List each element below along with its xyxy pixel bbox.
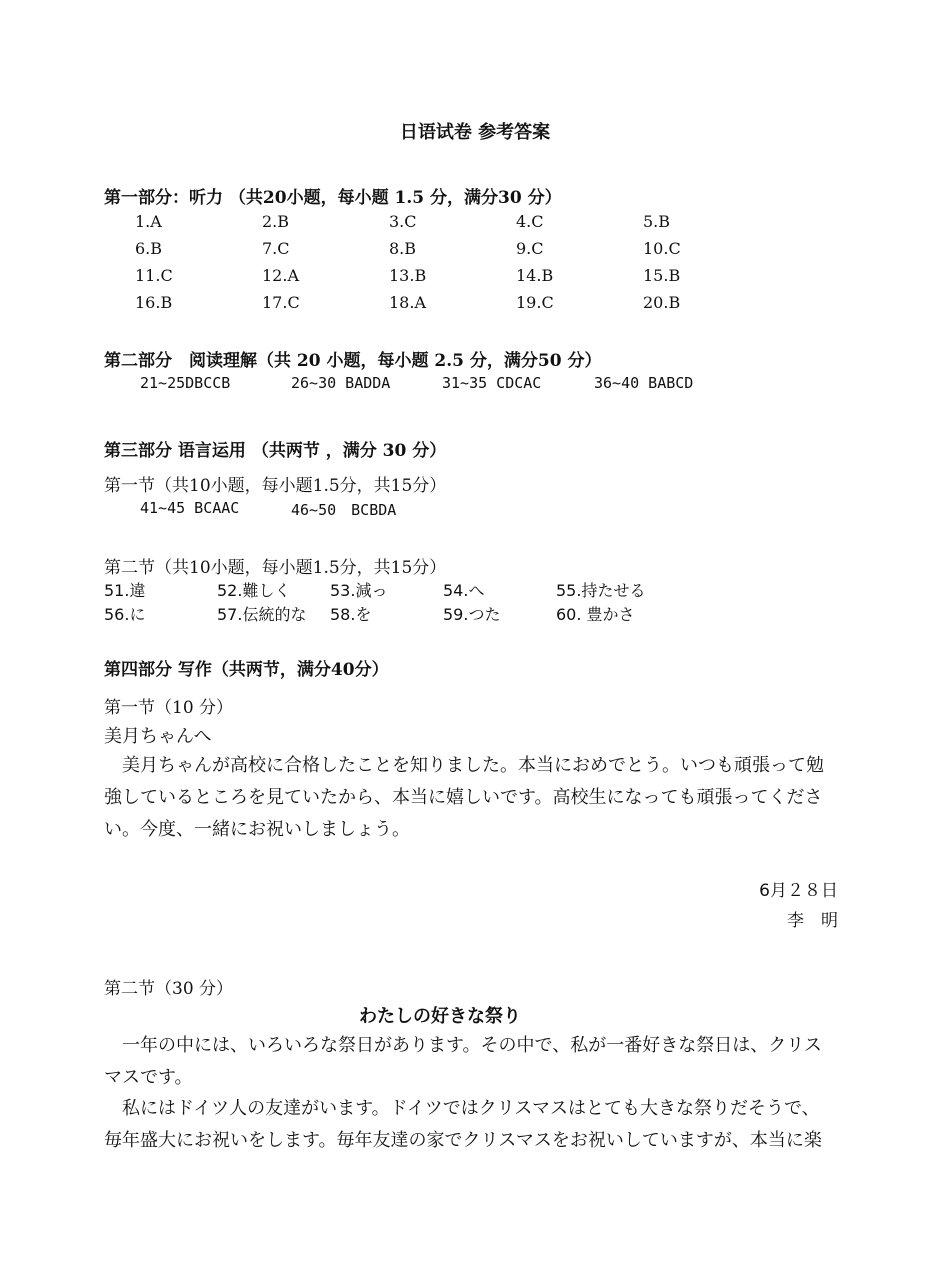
answer-11: 11.C <box>135 266 173 285</box>
letter-signature: 李 明 <box>787 911 838 931</box>
reading-group-21-25: 21~25DBCCB <box>140 374 231 392</box>
answer-54: 54.へ <box>443 581 485 600</box>
letter-salutation: 美月ちゃんへ <box>104 726 212 747</box>
part3-section2-heading: 第二节（共10小题，每小题1.5分，共15分） <box>104 558 447 578</box>
answer-20: 20.B <box>643 293 681 312</box>
part3-section1-heading: 第一节（共10小题，每小题1.5分，共15分） <box>104 476 447 496</box>
answer-7: 7.C <box>262 239 290 258</box>
reading-group-31-35: 31~35 CDCAC <box>442 374 542 392</box>
answer-15: 15.B <box>643 266 681 285</box>
answer-13: 13.B <box>389 266 427 285</box>
answer-60: 60. 豊かさ <box>556 605 635 624</box>
usage-group-46-50: 46~50 BCBDA <box>291 501 397 519</box>
part4-section1-heading: 第一节（10 分） <box>104 698 234 718</box>
answer-56: 56.に <box>104 605 146 624</box>
answer-53: 53.減っ <box>330 581 388 600</box>
part3-heading: 第三部分 语言运用 （共两节 ，满分 30 分） <box>104 441 447 461</box>
reading-group-26-30: 26~30 BADDA <box>291 374 391 392</box>
usage-group-41-45: 41~45 BCAAC <box>140 499 240 517</box>
answer-9: 9.C <box>516 239 544 258</box>
essay-paragraph-2: 私にはドイツ人の友達がいます。ドイツではクリスマスはとても大きな祭りだそうで、毎年盛大にお祝いをします。毎年友達の家でクリスマスをお祝いしていますが、本当に楽 <box>104 1098 822 1151</box>
answer-19: 19.C <box>516 293 554 312</box>
answer-4: 4.C <box>516 212 544 231</box>
part4-section2-heading: 第二节（30 分） <box>104 979 234 999</box>
answer-3: 3.C <box>389 212 417 231</box>
part4-heading: 第四部分 写作（共两节，满分40分） <box>104 660 389 680</box>
answer-18: 18.A <box>389 293 426 312</box>
answer-6: 6.B <box>135 239 163 258</box>
answer-17: 17.C <box>262 293 300 312</box>
essay-title: わたしの好きな祭り <box>359 1006 521 1027</box>
essay-paragraph-1: 一年の中には、いろいろな祭日があります。その中で、私が一番好きな祭日は、クリスマスです。 <box>104 1035 822 1088</box>
answer-16: 16.B <box>135 293 173 312</box>
reading-group-36-40: 36~40 BABCD <box>594 374 694 392</box>
answer-8: 8.B <box>389 239 417 258</box>
answer-58: 58.を <box>330 605 372 624</box>
answer-57: 57.伝統的な <box>217 605 307 624</box>
letter-date: 6月２８日 <box>759 881 838 901</box>
answer-51: 51.違 <box>104 581 146 600</box>
part1-heading: 第一部分：听力 （共20小题，每小题 1.5 分，满分30 分） <box>104 188 562 208</box>
answer-1: 1.A <box>135 212 162 231</box>
part2-heading: 第二部分 阅读理解（共 20 小题，每小题 2.5 分，满分50 分） <box>104 351 602 371</box>
answer-5: 5.B <box>643 212 671 231</box>
answer-52: 52.難しく <box>217 581 291 600</box>
letter-body: 美月ちゃんが高校に合格したことを知りました。本当におめでとう。いつも頑張って勉強しているところを見ていたから、本当に嬉しいです。高校生になっても頑張ってください。今度、一緒にお祝いしましょう。 <box>104 755 824 840</box>
answer-55: 55.持たせる <box>556 581 646 600</box>
answer-14: 14.B <box>516 266 554 285</box>
answer-2: 2.B <box>262 212 290 231</box>
answer-59: 59.つた <box>443 605 501 624</box>
answer-12: 12.A <box>262 266 299 285</box>
answer-10: 10.C <box>643 239 681 258</box>
page-title: 日语试卷 参考答案 <box>399 122 551 143</box>
